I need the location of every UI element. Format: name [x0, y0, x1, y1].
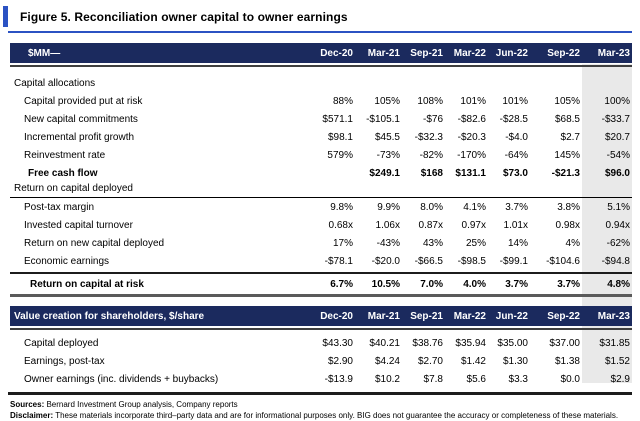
table-row — [10, 146, 632, 164]
column-header: Sep-22 — [547, 47, 580, 59]
cell-value: -62% — [606, 237, 630, 249]
table-row — [10, 216, 632, 234]
cell-value: $38.76 — [412, 337, 443, 349]
accent-bar — [3, 6, 8, 27]
row-label: New capital commitments — [24, 113, 138, 125]
cell-value: $249.1 — [369, 167, 400, 179]
cell-value: 105% — [374, 95, 400, 107]
cell-value: 3.8% — [557, 201, 580, 213]
cell-value: $2.9 — [610, 373, 630, 385]
column-header: Mar-21 — [367, 47, 400, 59]
cell-value: -$98.5 — [457, 255, 486, 267]
cell-value: $73.0 — [502, 167, 528, 179]
cell-value: $68.5 — [554, 113, 580, 125]
cell-value: 101% — [460, 95, 486, 107]
column-header: Mar-22 — [453, 310, 486, 322]
cell-value: 3.7% — [557, 278, 580, 290]
cell-value: 7.0% — [420, 278, 443, 290]
title-divider — [8, 31, 632, 33]
cell-value: 0.87x — [418, 219, 443, 231]
row-label: Return on new capital deployed — [24, 237, 165, 249]
column-header: Mar-22 — [453, 47, 486, 59]
cell-value: $1.38 — [554, 355, 580, 367]
cell-value: -$33.7 — [601, 113, 630, 125]
cell-value: 3.7% — [505, 201, 528, 213]
cell-value: -$104.6 — [546, 255, 580, 267]
cell-value: $35.94 — [455, 337, 486, 349]
footer — [10, 399, 632, 421]
row-label: Incremental profit growth — [24, 131, 135, 143]
cell-value: 100% — [604, 95, 630, 107]
cell-value: -$20.0 — [371, 255, 400, 267]
cell-value: $20.7 — [604, 131, 630, 143]
cell-value: 88% — [332, 95, 353, 107]
cell-value: -$21.3 — [551, 167, 580, 179]
cell-value: -$94.8 — [601, 255, 630, 267]
disclaimer-label: Disclaimer: — [10, 411, 54, 420]
cell-value: -$32.3 — [414, 131, 443, 143]
row-label: Return on capital deployed — [14, 183, 133, 194]
cell-value: -$13.9 — [324, 373, 353, 385]
cell-value: $96.0 — [604, 167, 630, 179]
cell-value: 1.01x — [503, 219, 528, 231]
table1-header-label: $MM— — [28, 47, 61, 59]
cell-value: $2.7 — [560, 131, 580, 143]
cell-value: -$66.5 — [414, 255, 443, 267]
cell-value: 4% — [565, 237, 580, 249]
cell-value: $40.21 — [369, 337, 400, 349]
cell-value: -43% — [376, 237, 400, 249]
cell-value: 17% — [332, 237, 353, 249]
cell-value: $37.00 — [549, 337, 580, 349]
cell-value: 0.97x — [461, 219, 486, 231]
table2-header-row — [10, 306, 632, 326]
cell-value: -$78.1 — [324, 255, 353, 267]
cell-value: 3.7% — [505, 278, 528, 290]
footer-divider — [8, 392, 632, 395]
table-row — [10, 370, 632, 388]
table-row — [10, 164, 632, 182]
column-header: Sep-21 — [410, 310, 443, 322]
cell-value: 43% — [422, 237, 443, 249]
table1-body — [10, 74, 632, 297]
cell-value: 9.9% — [377, 201, 400, 213]
table-row — [10, 74, 632, 92]
row-label: Reinvestment rate — [24, 149, 106, 161]
table2-body — [10, 334, 632, 388]
row-label: Invested capital turnover — [24, 219, 133, 231]
row-label: Free cash flow — [28, 167, 98, 179]
cell-value: $3.3 — [508, 373, 528, 385]
sources-text: Bernard Investment Group analysis, Company reports — [44, 400, 238, 409]
cell-value: -$105.1 — [366, 113, 400, 125]
cell-value: -$99.1 — [499, 255, 528, 267]
cell-value: $10.2 — [374, 373, 400, 385]
cell-value: 145% — [554, 149, 580, 161]
cell-value: 101% — [502, 95, 528, 107]
cell-value: $45.5 — [374, 131, 400, 143]
cell-value: $43.30 — [322, 337, 353, 349]
cell-value: 14% — [507, 237, 528, 249]
sources-line — [10, 399, 632, 410]
cell-value: 4.1% — [463, 201, 486, 213]
table-row — [10, 182, 632, 198]
cell-value: $0.0 — [560, 373, 580, 385]
row-label: Return on capital at risk — [30, 278, 144, 290]
column-header: Mar-23 — [597, 47, 630, 59]
cell-value: $1.30 — [502, 355, 528, 367]
cell-value: 105% — [554, 95, 580, 107]
disclaimer-text: These materials incorporate third–party data and are for informational purposes only. BIG does not guarantee the accuracy or completeness of these materials. — [53, 411, 619, 420]
table-row — [10, 252, 632, 270]
cell-value: $2.70 — [417, 355, 443, 367]
cell-value: $131.1 — [455, 167, 486, 179]
cell-value: -64% — [504, 149, 528, 161]
cell-value: -$76 — [422, 113, 443, 125]
cell-value: -73% — [376, 149, 400, 161]
row-label: Capital allocations — [14, 77, 96, 89]
cell-value: $4.24 — [374, 355, 400, 367]
column-header: Jun-22 — [495, 310, 528, 322]
cell-value: 4.0% — [463, 278, 486, 290]
row-label: Post-tax margin — [24, 201, 95, 213]
cell-value: $168 — [420, 167, 443, 179]
column-header: Jun-22 — [495, 47, 528, 59]
table-row — [10, 110, 632, 128]
row-label: Capital provided put at risk — [24, 95, 143, 107]
cell-value: -54% — [606, 149, 630, 161]
row-label: Owner earnings (inc. dividends + buybacks) — [24, 373, 219, 385]
table-row — [10, 234, 632, 252]
cell-value: 0.68x — [328, 219, 353, 231]
cell-value: 8.0% — [420, 201, 443, 213]
disclaimer-line — [10, 410, 632, 421]
row-label: Economic earnings — [24, 255, 110, 267]
cell-value: -$20.3 — [457, 131, 486, 143]
column-header: Sep-21 — [410, 47, 443, 59]
table-row — [10, 352, 632, 370]
table-row — [10, 92, 632, 110]
sources-label: Sources: — [10, 400, 45, 409]
cell-value: -$4.0 — [505, 131, 528, 143]
cell-value: 108% — [417, 95, 443, 107]
row-label: Earnings, post-tax — [24, 355, 105, 367]
table-row — [10, 198, 632, 216]
table-row — [10, 334, 632, 352]
cell-value: $2.90 — [327, 355, 353, 367]
cell-value: $35.00 — [497, 337, 528, 349]
cell-value: 1.06x — [375, 219, 400, 231]
cell-value: $571.1 — [322, 113, 353, 125]
cell-value: 4.8% — [607, 278, 630, 290]
figure-title: Figure 5. Reconciliation owner capital to owner earnings — [20, 9, 348, 24]
cell-value: 579% — [327, 149, 353, 161]
figure-header — [0, 0, 640, 27]
table-row — [10, 272, 632, 297]
column-header: Dec-20 — [320, 47, 353, 59]
cell-value: 0.98x — [555, 219, 580, 231]
table2-header-label: Value creation for shareholders, $/share — [14, 310, 205, 322]
cell-value: 10.5% — [371, 278, 400, 290]
cell-value: $1.52 — [604, 355, 630, 367]
cell-value: -$28.5 — [499, 113, 528, 125]
cell-value: $31.85 — [599, 337, 630, 349]
column-header: Dec-20 — [320, 310, 353, 322]
cell-value: 5.1% — [607, 201, 630, 213]
row-label: Capital deployed — [24, 337, 99, 349]
table-row — [10, 128, 632, 146]
column-header: Sep-22 — [547, 310, 580, 322]
cell-value: -170% — [457, 149, 486, 161]
cell-value: 25% — [465, 237, 486, 249]
cell-value: $1.42 — [460, 355, 486, 367]
cell-value: $7.8 — [423, 373, 443, 385]
cell-value: 0.94x — [605, 219, 630, 231]
cell-value: $98.1 — [327, 131, 353, 143]
column-header: Mar-21 — [367, 310, 400, 322]
cell-value: -82% — [419, 149, 443, 161]
cell-value: $5.6 — [466, 373, 486, 385]
cell-value: -$82.6 — [457, 113, 486, 125]
cell-value: 6.7% — [330, 278, 353, 290]
cell-value: 9.8% — [330, 201, 353, 213]
table1-header-row — [10, 43, 632, 63]
column-header: Mar-23 — [597, 310, 630, 322]
reconciliation-tables — [10, 43, 632, 388]
